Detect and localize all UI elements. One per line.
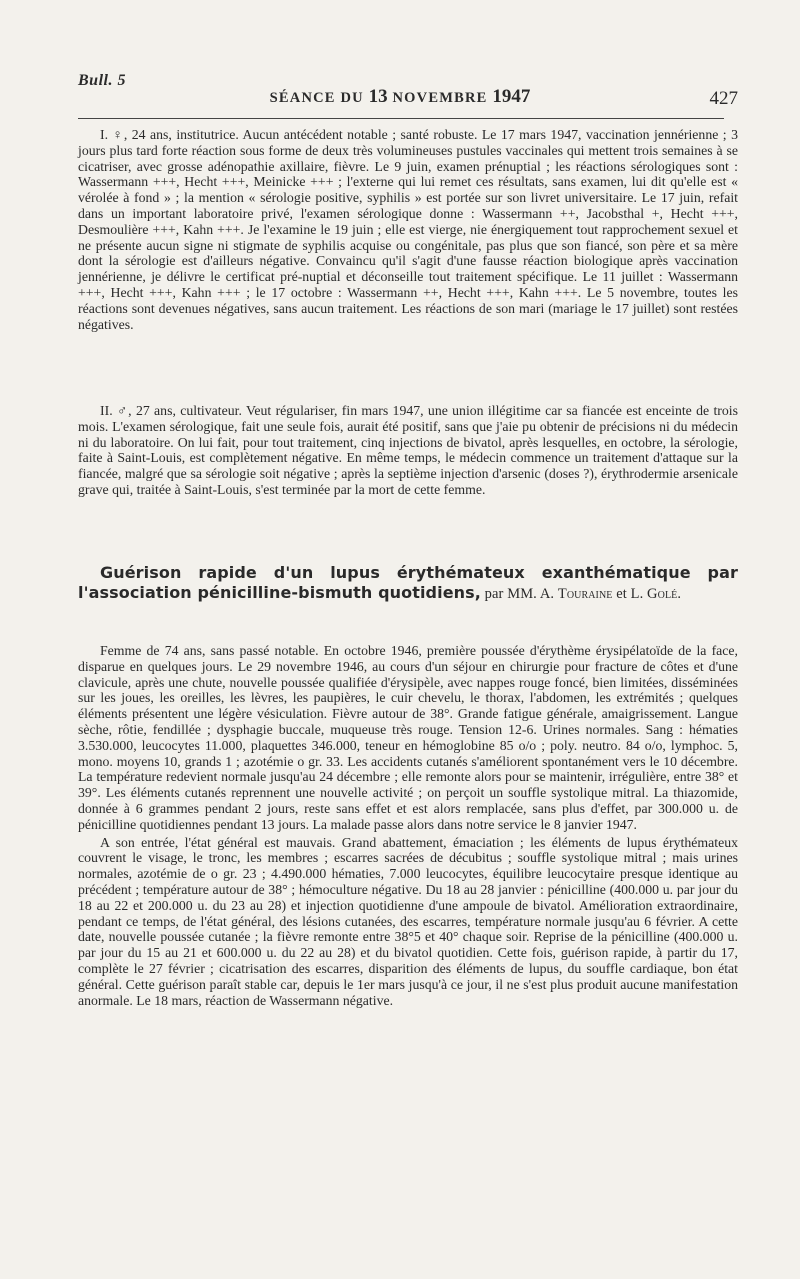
article-paragraph-2: A son entrée, l'état général est mauvais. Grand abattement, émaciation ; les éléments de lupus érythémateux couvrent le visage, le tronc, les membres ; escarres sacrées de décubitus ; souffle systolique mitral ; mais urines normales, azotémie de o gr. 23 ; 4.490.000 hématies, 7.000 leucocytes, équilibre leucocytaire presque identique au précédent ; température autour de 38° ; hémoculture négative. Du 18 au 28 janvier : pénicilline (400.000 u. par jour du 18 au 22 et 200.000 u. du 23 au 28) et injection quotidienne d'une ampoule de bivatol. Amélioration extraordinaire, pendant ce temps, de l'état général, des lésions cutanées, des escarres, température normale jusqu'au 6 février. A cette date, nouvelle poussée cutanée ; la fièvre remonte entre 38°5 et 40° chaque soir. Reprise de la pénicilline (400.000 u. par jour du 15 au 21 et 600.000 u. du 22 au 28) et du bivatol quotidien. Cette fois, guérison rapide, à partir du 17, complète le 27 février ; cicatrisation des escarres, disparition des éléments de lupus, du souffle cardiaque, bon état général. Cette guérison paraît stable car, depuis le 1er mars jusqu'à ce jour, il ne s'est plus produit aucune manifestation anormale. Le 18 mars, réaction de Wassermann négative. xyxy=(78,834,738,1008)
header-rule xyxy=(78,118,724,119)
article-body xyxy=(78,643,738,1008)
article-heading xyxy=(78,563,738,604)
case-2-block xyxy=(78,403,738,498)
author-touraine: Touraine xyxy=(557,586,613,602)
running-head-day: 13 xyxy=(368,86,388,107)
page-number: 427 xyxy=(709,88,738,109)
case-1-block xyxy=(78,127,738,332)
running-head-pre: SÉANCE DU xyxy=(269,90,369,106)
article-authors: par MM. A. Touraine et L. Golé. xyxy=(480,586,682,602)
case-2-paragraph: II. ♂, 27 ans, cultivateur. Veut régulariser, fin mars 1947, une union illégitime car sa fiancée est enceinte de trois mois. L'examen sérologique, fait une seule fois, aurait été positif, sans que j'aie pu obtenir de précisions ni du médecin ni du laboratoire. On lui fait, pour tout traitement, cinq injections de bivatol, après lesquelles, en octobre, la sérologie, faite à Saint-Louis, est complètement négative. En même temps, le médecin commence un traitement d'attaque sur la fiancée, malgré que sa sérologie soit négative ; après la septième injection d'arsenic (doses ?), érythrodermie arsenicale grave qui, traitée à Saint-Louis, s'est terminée par la mort de cette femme. xyxy=(78,403,738,497)
bulletin-mark: Bull. 5 xyxy=(78,72,126,89)
running-head xyxy=(0,86,800,108)
running-head-year: 1947 xyxy=(492,86,531,107)
article-paragraph-1: Femme de 74 ans, sans passé notable. En octobre 1946, première poussée d'érythème érysipélatoïde de la face, disparue en quelques jours. Le 29 novembre 1946, au cours d'un séjour en chirurgie pour fracture de côtes et d'une clavicule, après une chute, nouvelle poussée qualifiée d'érysipèle, avec nappes rouge foncé, bien limitées, disséminées sur les joues, les oreilles, les lèvres, les paupières, le cuir chevelu, le thorax, l'abdomen, les extrémités ; quelques éléments présentent une légère vésiculation. Fièvre autour de 38°. Grande fatigue générale, amaigrissement. Langue sèche, rôtie, fendillée ; dysphagie buccale, muqueuse très rouge. Tension 12-6. Urines normales. Sang : hématies 3.530.000, leucocytes 11.000, plaquettes 346.000, teneur en hémoglobine 85 o/o ; poly. neutro. 84 o/o, lymphoc. 5, mono. moyens 10, grands 1 ; azotémie o gr. 33. Les accidents cutanés s'améliorent spontanément vers le 10 décembre. La température redevient normale jusqu'au 24 décembre ; elle remonte alors pour se maintenir, irrégulière, entre 38° et 39°. Les éléments cutanés reprennent une nouvelle activité ; on perçoit un souffle systolique mitral. La thiazomide, donnée à 6 grammes pendant 2 jours, reste sans effet et est alors remplacée, sans plus d'effet, par 300.000 u. de pénicilline quotidiennes pendant 13 jours. La malade passe alors dans notre service le 8 janvier 1947. xyxy=(78,643,738,832)
article-title: Guérison rapide d'un lupus érythémateux exanthématique par l'association pénicilline-bismuth quotidiens, xyxy=(78,563,738,602)
author-gole: Golé xyxy=(647,586,678,602)
running-head-mid: NOVEMBRE xyxy=(387,90,493,106)
case-1-paragraph: I. ♀, 24 ans, institutrice. Aucun antécédent notable ; santé robuste. Le 17 mars 1947, vaccination jennérienne ; 3 jours plus tard forte réaction sous forme de deux très volumineuses pustules vaccinales qui mettent trois semaines à se cicatriser, avec grosse adénopathie axillaire, fièvre. Le 9 juin, examen prénuptial ; les réactions sérologiques sont : Wassermann +++, Hecht +++, Meinicke +++ ; l'externe qui lui remet ces résultats, sans examen, lui dit qu'elle est « vérolée à fond » ; la mention « sérologie positive, syphilis » est portée sur son livret universitaire. Le 17 juin, refait dans un important laboratoire privé, l'examen sérologique donne : Wassermann ++, Jacobsthal +, Hecht +++, Desmoulière +++, Kahn +++. Je l'examine le 19 juin ; elle est vierge, nie énergiquement tout rapprochement sexuel et ne présente aucun signe ni stigmate de syphilis acquise ou congénitale, pas plus que son fiancé, son père et sa mère dont la sérologie est d'ailleurs négative. Convaincu qu'il s'agit d'une fausse réaction biologique après vaccination jennérienne, je délivre le certificat pré-nuptial et déconseille tout traitement spécifique. Le 11 juillet : Wassermann +++, Hecht +++, Kahn +++ ; le 17 octobre : Wassermann ++, Hecht +++, Kahn +++. Le 5 novembre, toutes les réactions sont devenues négatives, sans aucun traitement. Les réactions de son mari (mariage le 17 juillet) sont restées négatives. xyxy=(78,127,738,332)
